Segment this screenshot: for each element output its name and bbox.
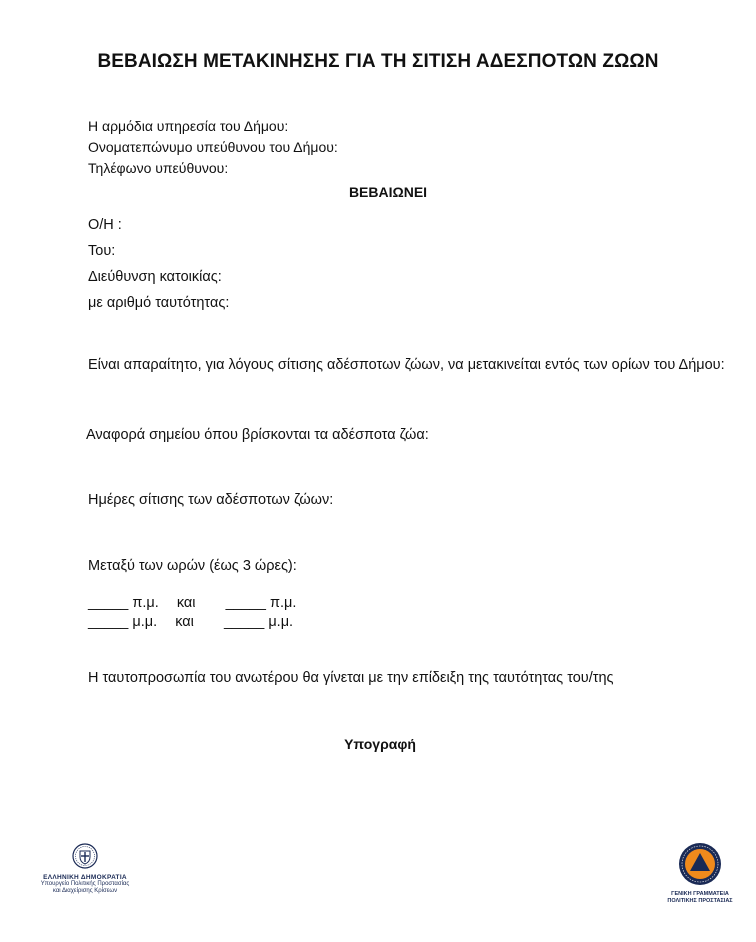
time-unit: π.μ. (132, 595, 159, 611)
field-official-phone: Τηλέφωνο υπεύθυνου: (88, 160, 229, 176)
feeding-days-label: Ημέρες σίτισης των αδέσποτων ζώων: (88, 492, 334, 508)
time-blank: _____ (88, 614, 129, 630)
logo-caption: Υπουργείο Πολιτικής Προστασίας (40, 881, 130, 887)
time-blank: _____ (88, 595, 129, 611)
field-municipal-service: Η αρμόδια υπηρεσία του Δήμου: (88, 118, 289, 134)
field-id-number: με αριθμό ταυτότητας: (88, 295, 230, 311)
time-conjunction: και (176, 595, 196, 611)
greek-emblem-icon (72, 843, 98, 869)
time-unit: μ.μ. (268, 614, 294, 630)
time-row-am (88, 595, 296, 611)
logo-caption: ΓΕΝΙΚΗ ΓΡΑΜΜΑΤΕΙΑ (671, 891, 729, 897)
field-person: Ο/Η : (88, 217, 122, 233)
footer-left-logo (20, 843, 150, 895)
time-blank: _____ (225, 595, 266, 611)
logo-caption: ΕΛΛΗΝΙΚΗ ΔΗΜΟΚΡΑΤΙΑ (43, 874, 127, 881)
necessity-statement: Είναι απαραίτητο, για λόγους σίτισης αδέσποτων ζώων, να μετακινείται εντός των ορίων του Δήμου: (88, 357, 725, 373)
signature-label: Υπογραφή (344, 736, 416, 752)
hours-label: Μεταξύ των ωρών (έως 3 ώρες): (88, 558, 297, 574)
time-unit: π.μ. (269, 595, 297, 611)
time-row-pm (88, 614, 293, 630)
time-blank: _____ (223, 614, 265, 630)
field-official-name: Ονοματεπώνυμο υπεύθυνου του Δήμου: (88, 139, 338, 155)
certifies-heading: ΒΕΒΑΙΩΝΕΙ (348, 184, 428, 200)
civil-protection-emblem-icon (678, 842, 722, 886)
logo-caption: και Διαχείρισης Κρίσεων (52, 888, 118, 894)
logo-caption: ΠΟΛΙΤΙΚΗΣ ΠΡΟΣΤΑΣΙΑΣ (667, 898, 733, 904)
time-unit: μ.μ. (132, 614, 158, 630)
location-label: Αναφορά σημείου όπου βρίσκονται τα αδέσποτα ζώα: (86, 427, 429, 443)
document-title: ΒΕΒΑΙΩΣΗ ΜΕΤΑΚΙΝΗΣΗΣ ΓΙΑ ΤΗ ΣΙΤΙΣΗ ΑΔΕΣΠΟΤΩΝ ΖΩΩΝ (97, 51, 659, 72)
identity-statement: Η ταυτοπροσωπία του ανωτέρου θα γίνεται με την επίδειξη της ταυτότητας του/της (88, 670, 614, 686)
field-address: Διεύθυνση κατοικίας: (88, 269, 222, 285)
footer-right-logo (660, 842, 740, 905)
time-conjunction: και (175, 614, 194, 630)
field-of: Του: (88, 243, 116, 259)
